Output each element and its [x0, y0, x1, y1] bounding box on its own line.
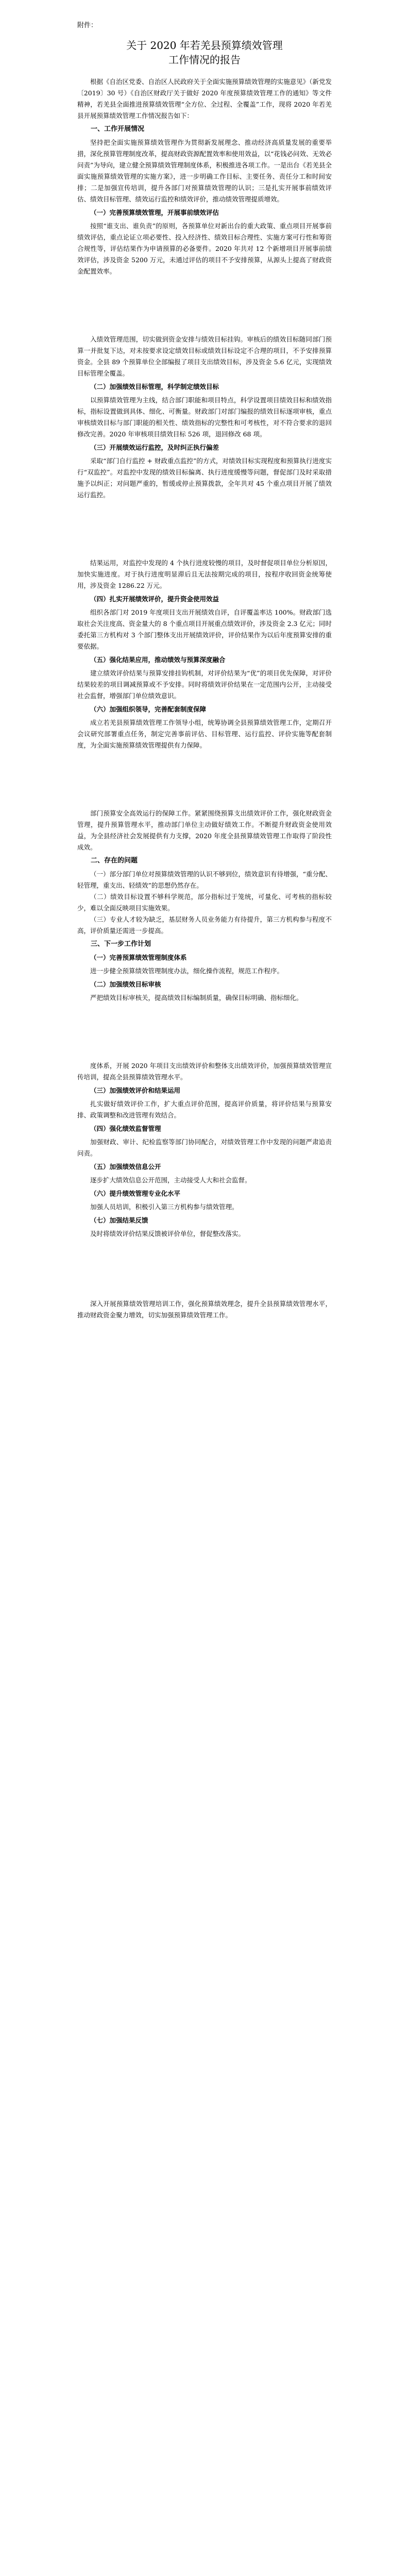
section-1c-item-3-heading: （六）加强组织领导，完善配套制度保障 — [90, 705, 207, 713]
section-3-item-2-text: 严把绩效目标审核关，提高绩效目标编制质量，确保目标明确、指标细化。 — [90, 994, 303, 1002]
title-line-2: 工作情况的报告 — [168, 54, 241, 66]
section-1-lead: 坚持把全面实施预算绩效管理作为贯彻新发展理念、推动经济高质量发展的重要举措，深化预算管理制度改革，提高财政资源配置效率和使用效益，以“花钱必问效、无效必问责”为导向，建立健全预算绩效管理制度体系，积极推进各项工作。一是出台《若羌县全面实施预算绩效管理的实施方案》，进一步明确工作目标、主要任务、责任分工和时间安排；二是加强宣传培训，提升各部门对预算绩效管理的认识；三是扎实开展事前绩效评估、绩效目标管理、绩效运行监控和绩效评价，推动绩效管理提质增效。 — [77, 139, 332, 203]
section-2-heading: 二、存在的问题 — [91, 857, 138, 865]
section-3b-item-3-text: 逐步扩大绩效信息公开范围，主动接受人大和社会监督。 — [90, 1176, 251, 1184]
title-line-1: 关于 2020 年若羌县预算绩效管理 — [126, 39, 283, 52]
section-3b-item-4-text: 加强人员培训，积极引入第三方机构参与绩效管理。 — [90, 1203, 238, 1211]
section-3b-item-2-text: 加强财政、审计、纪检监察等部门协同配合，对绩效管理工作中发现的问题严肃追责问责。 — [77, 1138, 332, 1157]
section-1b-item-2-text: 采取“部门自行监控 + 财政重点监控”的方式，对绩效目标实现程度和预算执行进度实行“双监控”。对监控中发现的绩效目标偏离、执行进度缓慢等问题，督促部门及时采取措施予以纠正；对问题严重的，暂缓或停止预算拨款，全年共对 45 个重点项目开展了绩效运行监控。 — [77, 457, 332, 499]
section-1-item-1-heading: （一）完善预算绩效管理，开展事前绩效评估 — [90, 209, 219, 216]
section-1-item-1-text: 按照“谁支出、谁负责”的原则，各预算单位对新出台的重大政策、重点项目开展事前绩效评估，重点论证立项必要性、投入经济性、绩效目标合理性、实施方案可行性和筹资合规性等，评估结果作为申请预算的必备要件。2020 年共对 12 个新增项目开展事前绩效评估，涉及资金 5200 万元，未通过评估的项目不予安排预算，从源头上提高了财政资金配置效率。 — [77, 222, 332, 275]
section-1c-item-1-heading: （四）扎实开展绩效评价，提升资金使用效益 — [90, 595, 219, 603]
section-1c-item-1-text: 组织各部门对 2019 年度项目支出开展绩效自评，自评覆盖率达 100%。财政部门选取社会关注度高、资金量大的 8 个重点项目开展重点绩效评价，涉及资金 2.3 亿元；同时委托第三方机构对 3 个部门整体支出开展绩效评价，评价结果作为以后年度预算安排的重要依据。 — [77, 608, 332, 650]
page-gap — [77, 1004, 332, 1060]
page-gap — [77, 1242, 332, 1298]
section-3b-item-2-heading: （四）强化绩效监督管理 — [90, 1125, 161, 1132]
section-1b-item-1-heading: （二）加强绩效目标管理，科学制定绩效目标 — [90, 383, 219, 391]
section-1c-item-2-text: 建立绩效评价结果与预算安排挂钩机制，对评价结果为“优”的项目优先保障，对评价结果较差的项目调减预算或不予安排。同时将绩效评价结果在一定范围内公开，主动接受社会监督，增强部门单位绩效意识。 — [77, 669, 332, 700]
section-1c-item-2-heading: （五）强化结果应用，推动绩效与预算深度融合 — [90, 656, 226, 664]
page-bottom-space — [77, 1321, 332, 1852]
page-gap — [77, 277, 332, 334]
section-3b-item-1-heading: （三）加强绩效评价和结果运用 — [90, 1087, 181, 1094]
section-1-heading: 一、工作开展情况 — [91, 125, 145, 133]
continuation-paragraph-3: 部门预算安全高效运行的保障工作。紧紧围绕预算支出绩效评价工作，强化财政资金管理，提升预算管理水平，推动部门单位主动做好绩效工作。不断提升财政资金使用效益，为全县经济社会发展提供有力支撑，2020 年度全县预算绩效管理工作取得了阶段性成效。 — [77, 809, 332, 851]
section-3b-item-3-heading: （五）加强绩效信息公开 — [90, 1163, 161, 1171]
section-2-item-3: （三）专业人才较为缺乏，基层财务人员业务能力有待提升，第三方机构参与程度不高，评价质量还需进一步提高。 — [77, 916, 332, 935]
continuation-paragraph-4: 度体系，开展 2020 年项目支出绩效评价和整体支出绩效评价，加强预算绩效管理宣传培训，提高全县预算绩效管理水平。 — [77, 1062, 332, 1081]
continuation-paragraph-2: 结果运用，对监控中发现的 4 个执行进度较慢的项目，及时督促项目单位分析原因，加快实施进度。对于执行进度明显滞后且无法按期完成的项目，按程序收回资金统筹使用，涉及资金 1286.22 万元。 — [77, 559, 332, 589]
page-gap — [77, 751, 332, 808]
section-3-heading: 三、下一步工作计划 — [91, 940, 151, 948]
attachment-label: 附件： — [77, 22, 98, 29]
section-2-item-1: （一）部分部门单位对预算绩效管理的认识不够到位，绩效意识有待增强，“重分配、轻管理，重支出、轻绩效”的思想仍然存在。 — [77, 870, 332, 889]
section-3-item-1-text: 进一步健全预算绩效管理制度办法，细化操作流程，规范工作程序。 — [90, 967, 284, 975]
section-2-item-2: （二）绩效目标设置不够科学规范，部分指标过于笼统，可量化、可考核的指标较少，难以全面反映项目实施效果。 — [77, 893, 332, 912]
section-1b-item-1-text: 以预算绩效管理为主线，结合部门职能和项目特点，科学设置项目绩效目标和绩效指标，指标设置做到具体、细化、可衡量。财政部门对部门编报的绩效目标逐项审核，重点审核绩效目标与部门职能的相关性、绩效指标的完整性和可考核性，对不符合要求的退回修改完善。2020 年审核项目绩效目标 526 项，退回修改 68 项。 — [77, 396, 332, 438]
section-3b-item-1-text: 扎实做好绩效评价工作，扩大重点评价范围，提高评价质量，将评价结果与预算安排、政策调整和改进管理有效结合。 — [77, 1100, 332, 1119]
section-3-item-2-heading: （二）加强绩效目标审核 — [90, 980, 161, 988]
section-3b-item-5-heading: （七）加强结果反馈 — [90, 1216, 148, 1224]
intro-paragraph: 根据《自治区党委、自治区人民政府关于全面实施预算绩效管理的实施意见》（新党发〔2019〕30 号）《自治区财政厅关于做好 2020 年度预算绩效管理工作的通知》等文件精神，若羌县全面推进预算绩效管理“全方位、全过程、全覆盖”工作，现将 2020 年若羌县开展预算绩效管理工作情况报告如下： — [77, 78, 332, 120]
closing-paragraph: 深入开展预算绩效管理培训工作，强化预算绩效理念，提升全县预算绩效管理水平，推动财政资金聚力增效，切实加强预算绩效管理工作。 — [77, 1300, 332, 1319]
section-3b-item-5-text: 及时将绩效评价结果反馈被评价单位，督促整改落实。 — [90, 1230, 245, 1238]
report-title — [77, 38, 332, 67]
continuation-paragraph-1: 入绩效管理范围，切实做到资金安排与绩效目标挂钩。审核后的绩效目标随同部门预算一并批复下达，对未按要求设定绩效目标或绩效目标设定不合理的项目，不予安排预算资金。全县 89 个预算单位全部编报了项目支出绩效目标，涉及资金 5.6 亿元，实现绩效目标管理全覆盖。 — [77, 335, 332, 377]
section-3-item-1-heading: （一）完善预算绩效管理制度体系 — [90, 954, 187, 961]
section-3b-item-4-heading: （六）提升绩效管理专业化水平 — [90, 1190, 181, 1197]
section-1b-item-2-heading: （三）开展绩效运行监控，及时纠正执行偏差 — [90, 444, 219, 451]
page-gap — [77, 501, 332, 557]
section-1c-item-3-text: 成立若羌县预算绩效管理工作领导小组，统筹协调全县预算绩效管理工作，定期召开会议研究部署重点任务，制定完善事前评估、目标管理、运行监控、评价实施等配套制度，为全面实施预算绩效管理提供有力保障。 — [77, 719, 332, 749]
